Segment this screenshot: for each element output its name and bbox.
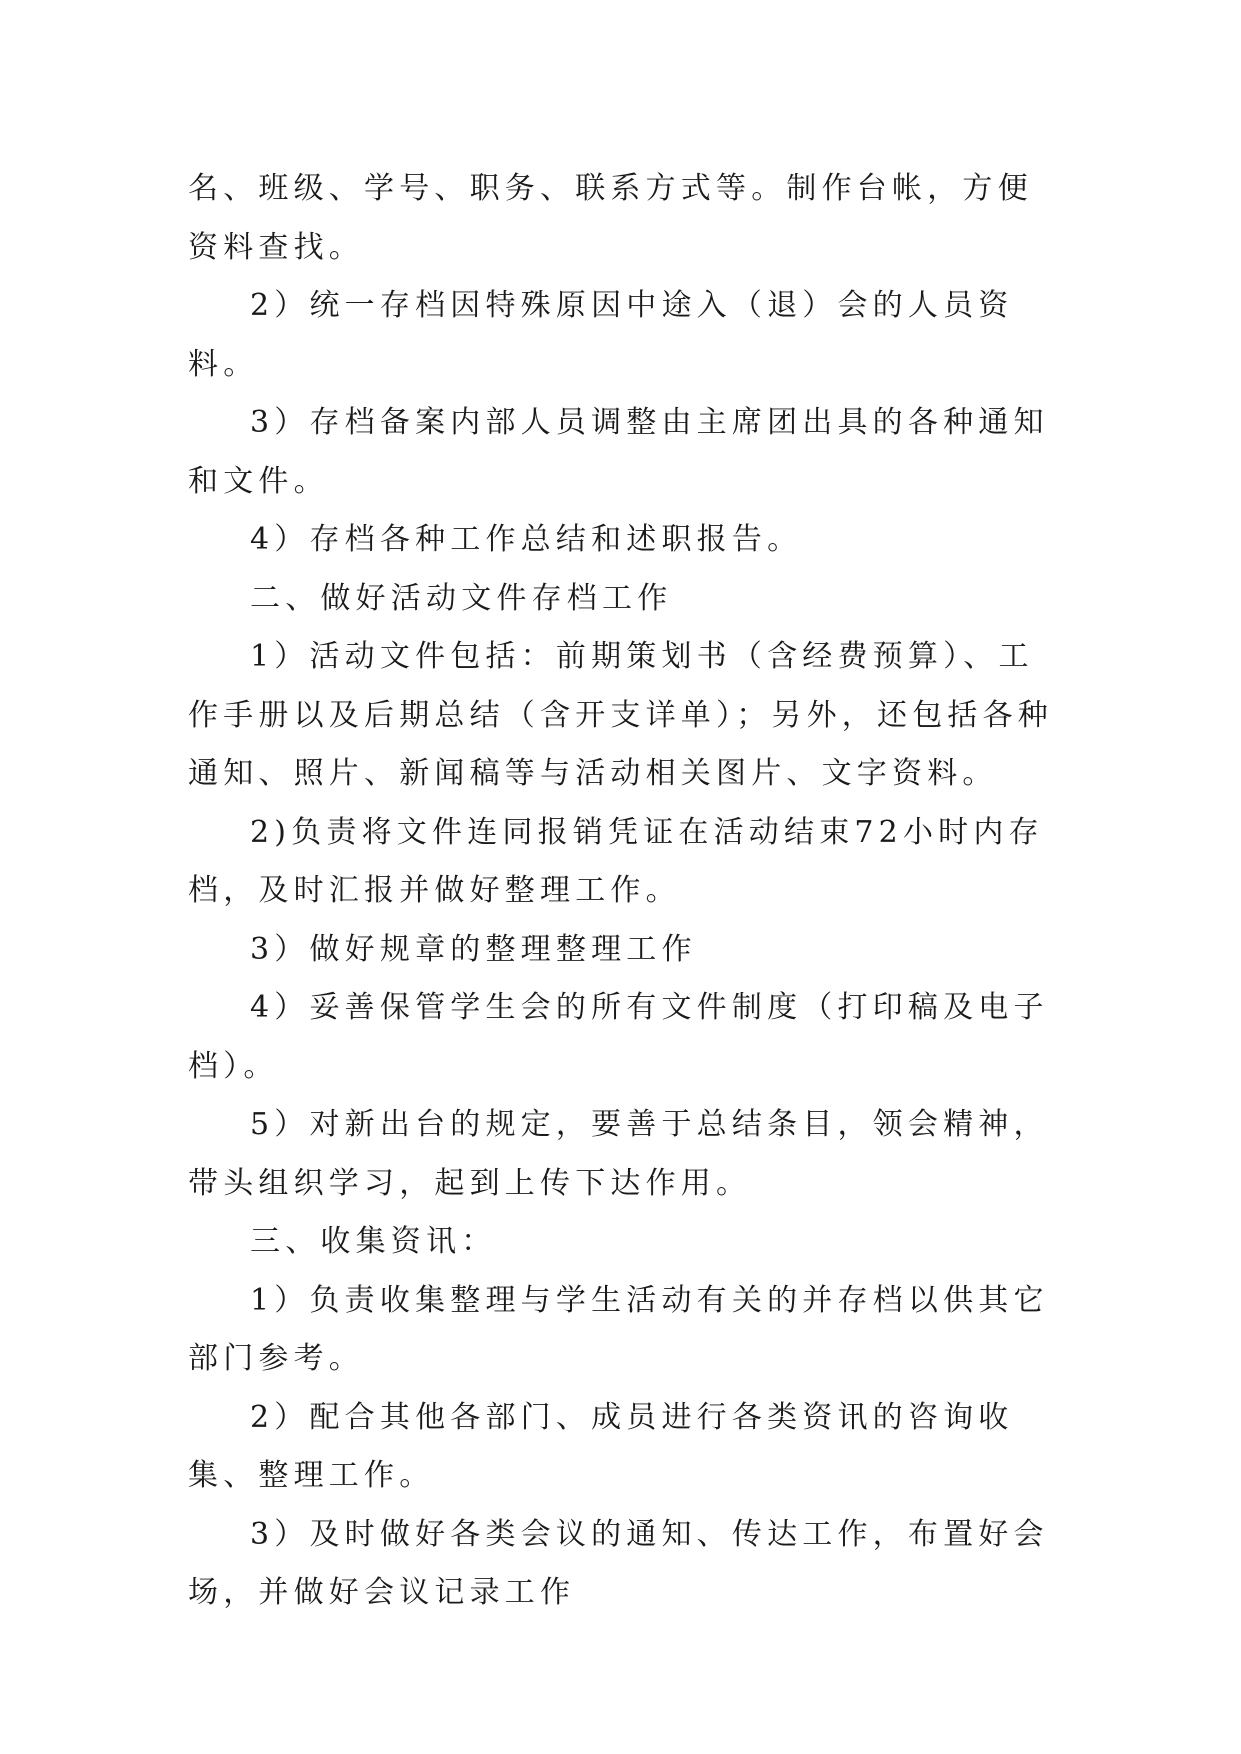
paragraph-8: 3）做好规章的整理整理工作 xyxy=(250,931,697,967)
paragraph-2: 2）统一存档因特殊原因中途入（退）会的人员资料。 xyxy=(188,288,1014,382)
paragraph-12: 1）负责收集整理与学生活动有关的并存档以供其它部门参考。 xyxy=(188,1282,1049,1376)
document-body xyxy=(188,160,1058,1623)
paragraph-7: 2)负责将文件连同报销凭证在活动结束72小时内存档，及时汇报并做好整理工作。 xyxy=(188,814,1044,908)
paragraph-13: 2）配合其他各部门、成员进行各类资讯的咨询收集、整理工作。 xyxy=(188,1399,1014,1493)
paragraph-1: 名、班级、学号、职务、联系方式等。制作台帐，方便资料查找。 xyxy=(188,171,1033,265)
paragraph-14: 3）及时做好各类会议的通知、传达工作，布置好会场，并做好会议记录工作 xyxy=(188,1516,1049,1610)
paragraph-3: 3）存档备案内部人员调整由主席团出具的各种通知和文件。 xyxy=(188,405,1049,499)
section-heading-2: 二、做好活动文件存档工作 xyxy=(250,580,673,616)
paragraph-6: 1）活动文件包括：前期策划书（含经费预算）、工作手册以及后期总结（含开支详单）；另外，还包括各种通知、照片、新闻稿等与活动相关图片、文字资料。 xyxy=(188,639,1053,791)
paragraph-4: 4）存档各种工作总结和述职报告。 xyxy=(250,522,803,557)
paragraph-10: 5）对新出台的规定，要善于总结条目，领会精神，带头组织学习，起到上传下达作用。 xyxy=(188,1107,1049,1201)
paragraph-9: 4）妥善保管学生会的所有文件制度（打印稿及电子档）。 xyxy=(188,990,1049,1084)
section-heading-3: 三、收集资讯： xyxy=(250,1224,497,1259)
